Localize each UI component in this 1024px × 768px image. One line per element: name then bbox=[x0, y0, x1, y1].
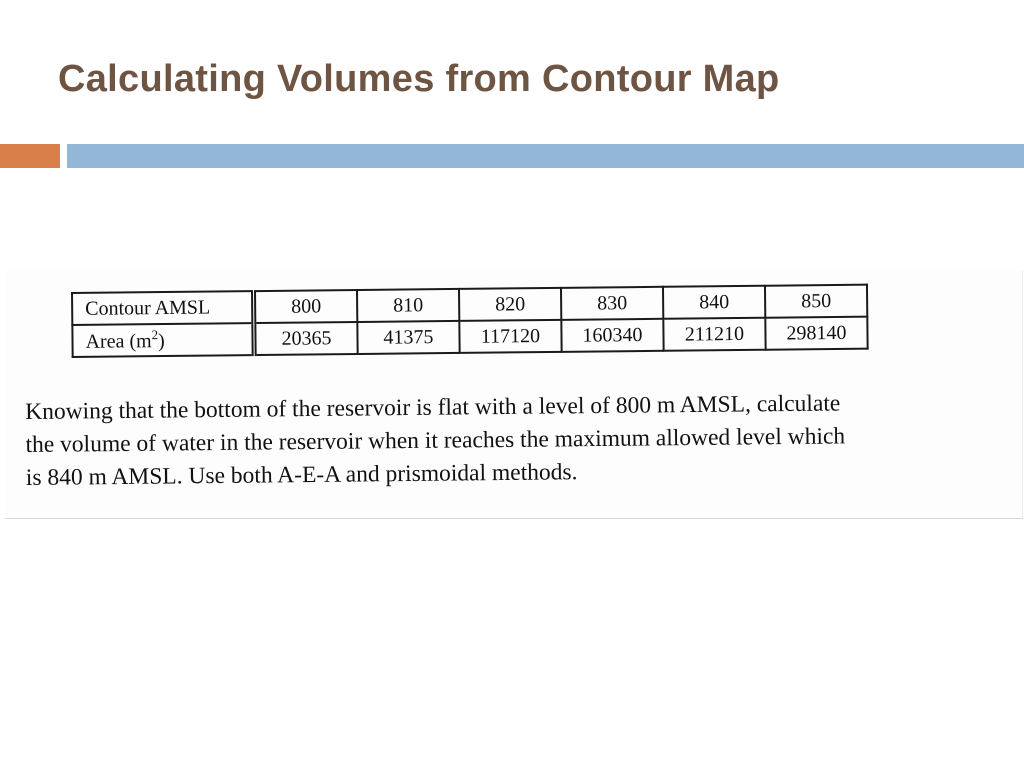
contour-cell: 800 bbox=[254, 290, 358, 323]
area-row-header bbox=[72, 323, 254, 357]
area-cell: 160340 bbox=[561, 319, 663, 352]
area-cell: 20365 bbox=[254, 322, 358, 355]
contour-row-header: Contour AMSL bbox=[72, 291, 254, 325]
scanned-problem-image bbox=[5, 270, 1023, 519]
area-cell: 117120 bbox=[459, 320, 561, 353]
area-cell: 298140 bbox=[765, 317, 867, 350]
contour-cell: 840 bbox=[663, 286, 765, 319]
problem-line: the volume of water in the reservoir when it reaches the maximum allowed level which bbox=[25, 423, 846, 458]
problem-statement bbox=[25, 386, 1016, 495]
contour-area-table bbox=[71, 284, 869, 358]
area-cell: 211210 bbox=[663, 318, 765, 351]
area-label-suffix: ) bbox=[157, 330, 165, 353]
contour-cell: 830 bbox=[561, 287, 663, 320]
area-label-exponent: 2 bbox=[151, 327, 159, 343]
contour-cell: 820 bbox=[459, 288, 561, 321]
problem-line: is 840 m AMSL. Use both A-E-A and prismoidal methods. bbox=[25, 459, 578, 491]
area-cell: 41375 bbox=[357, 321, 459, 354]
problem-line: Knowing that the bottom of the reservoir is flat with a level of 800 m AMSL, calculate bbox=[25, 390, 841, 425]
accent-bar-orange bbox=[0, 144, 60, 168]
page-title: Calculating Volumes from Contour Map bbox=[58, 58, 780, 100]
contour-cell: 850 bbox=[765, 285, 867, 318]
area-label-prefix: Area (m bbox=[85, 330, 152, 353]
contour-cell: 810 bbox=[357, 289, 459, 322]
accent-bar-blue bbox=[67, 144, 1024, 168]
